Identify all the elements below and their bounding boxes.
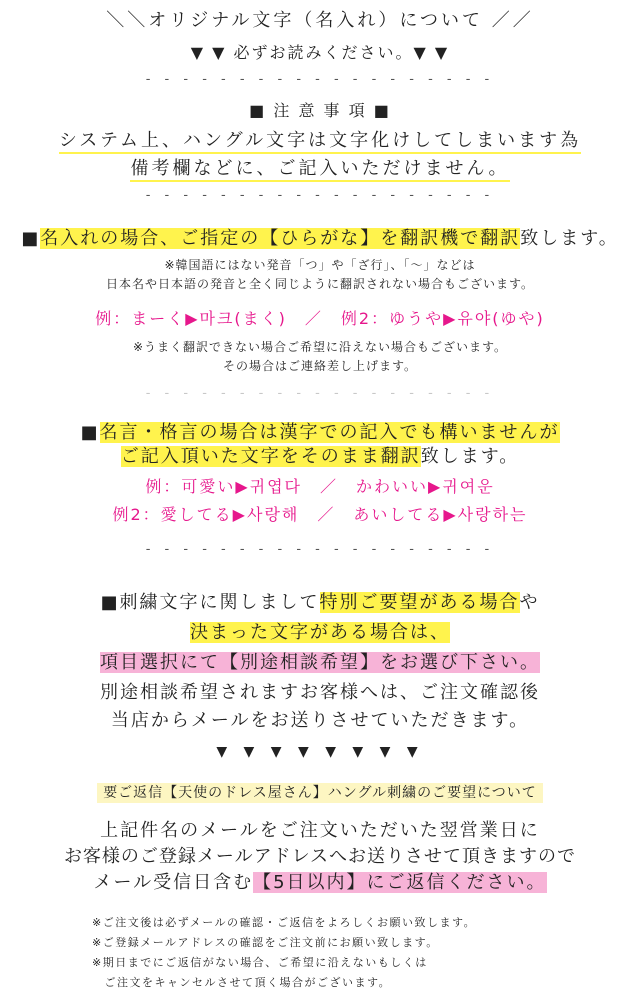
- quote-section-line-2: [0, 442, 640, 468]
- divider: - - - - - - - - - - - - - - - - - - -: [145, 542, 495, 557]
- embroidery-highlight-1: 特別ご要望がある場合: [319, 592, 520, 613]
- embroidery-highlight-3: 項目選択にて【別途相談希望】をお選び下さい。: [100, 652, 540, 673]
- reply-deadline-highlight: 【5日以内】にご返信ください。: [253, 872, 547, 893]
- footer-note: ※期日までにご返信がない場合、ご希望に沿えないもしくは: [92, 956, 428, 969]
- footer-note: ご注文をキャンセルさせて頂く場合がございます。: [92, 976, 392, 989]
- reply-heading-row: [0, 782, 640, 802]
- divider: - - - - - - - - - - - - - - - - - - -: [145, 188, 495, 203]
- reply-line-1: 上記件名のメールをご注文いただいた翌営業日に: [100, 820, 540, 841]
- square-bullet-icon: ■: [21, 228, 41, 249]
- name-example: 例：まーく▶마크(まく) ／ 例2：ゆうや▶유야(ゆや): [95, 309, 545, 328]
- caution-line-2: [0, 154, 640, 180]
- caution-heading: ■ 注 意 事 項 ■: [249, 101, 391, 120]
- footer-note: ※ご注文後は必ずメールの確認・ご返信をよろしくお願い致します。: [92, 916, 477, 929]
- embroidery-line-1: [0, 588, 640, 614]
- square-bullet-icon: ■: [80, 422, 100, 443]
- quote-highlight-1: 名言・格言の場合は漢字での記入でも構いませんが: [99, 422, 560, 443]
- name-section-heading: [0, 224, 640, 250]
- quote-section-line-1: [0, 418, 640, 444]
- down-arrows-icon: ▼ ▼ ▼ ▼ ▼ ▼ ▼ ▼: [216, 744, 424, 760]
- caution-text-1: システム上、ハングル文字は文字化けしてしまいます為: [59, 130, 581, 154]
- quote-example-2: 例2：愛してる▶사랑해 ／ あいしてる▶사랑하는: [112, 505, 528, 524]
- footer-note: ※ご登録メールアドレスの確認をご注文前にお願い致します。: [92, 936, 439, 949]
- reply-heading: 要ご返信【天使のドレス屋さん】ハングル刺繍のご要望について: [97, 783, 543, 803]
- quote-highlight-2: ご記入頂いた文字をそのまま翻訳: [120, 446, 421, 467]
- embroidery-line-5: 当店からメールをお送りさせていただきます。: [110, 710, 530, 731]
- embroidery-line-3: [0, 648, 640, 674]
- must-read-notice: ▼ ▼ 必ずお読みください。▼ ▼: [190, 43, 450, 62]
- name-note-4: その場合はご連絡差し上げます。: [222, 359, 418, 373]
- divider: - - - - - - - - - - - - - - - - - - -: [145, 72, 495, 87]
- quote-tail: 致します。: [420, 446, 520, 467]
- name-note-1: ※韓国語にはない発音「つ」や「ざ行」、「〜」などは: [164, 258, 476, 272]
- name-note-3: ※うまく翻訳できない場合ご希望に沿えない場合もございます。: [132, 340, 508, 354]
- name-section-tail: 致します。: [520, 228, 619, 249]
- reply-line-3: [0, 868, 640, 894]
- caution-line-1: [0, 126, 640, 152]
- embroidery-line-2: [0, 618, 640, 644]
- reply-line-3-prefix: メール受信日含む: [93, 872, 254, 893]
- embroidery-highlight-2: 決まった文字がある場合は、: [190, 622, 450, 643]
- embroidery-suffix: や: [519, 592, 540, 613]
- reply-line-2: お客様のご登録メールアドレスへお送りさせて頂きますので: [63, 846, 577, 867]
- divider: - - - - - - - - - - - - - - - - - - -: [145, 386, 495, 401]
- name-section-highlight: 名入れの場合、ご指定の【ひらがな】を翻訳機で翻訳: [40, 228, 521, 249]
- embroidery-line-4: 別途相談希望されますお客様へは、ご注文確認後: [100, 682, 540, 703]
- embroidery-prefix: ■刺繍文字に関しまして: [100, 592, 320, 613]
- page-title: ＼＼オリジナル文字（名入れ）について ／／: [106, 10, 534, 31]
- name-note-2: 日本名や日本語の発音と全く同じように翻訳されない場合もございます。: [105, 277, 535, 291]
- quote-example-1: 例：可愛い▶귀엽다 ／ かわいい▶귀여운: [145, 477, 495, 496]
- caution-text-2: 備考欄などに、ご記入いただけません。: [130, 158, 509, 182]
